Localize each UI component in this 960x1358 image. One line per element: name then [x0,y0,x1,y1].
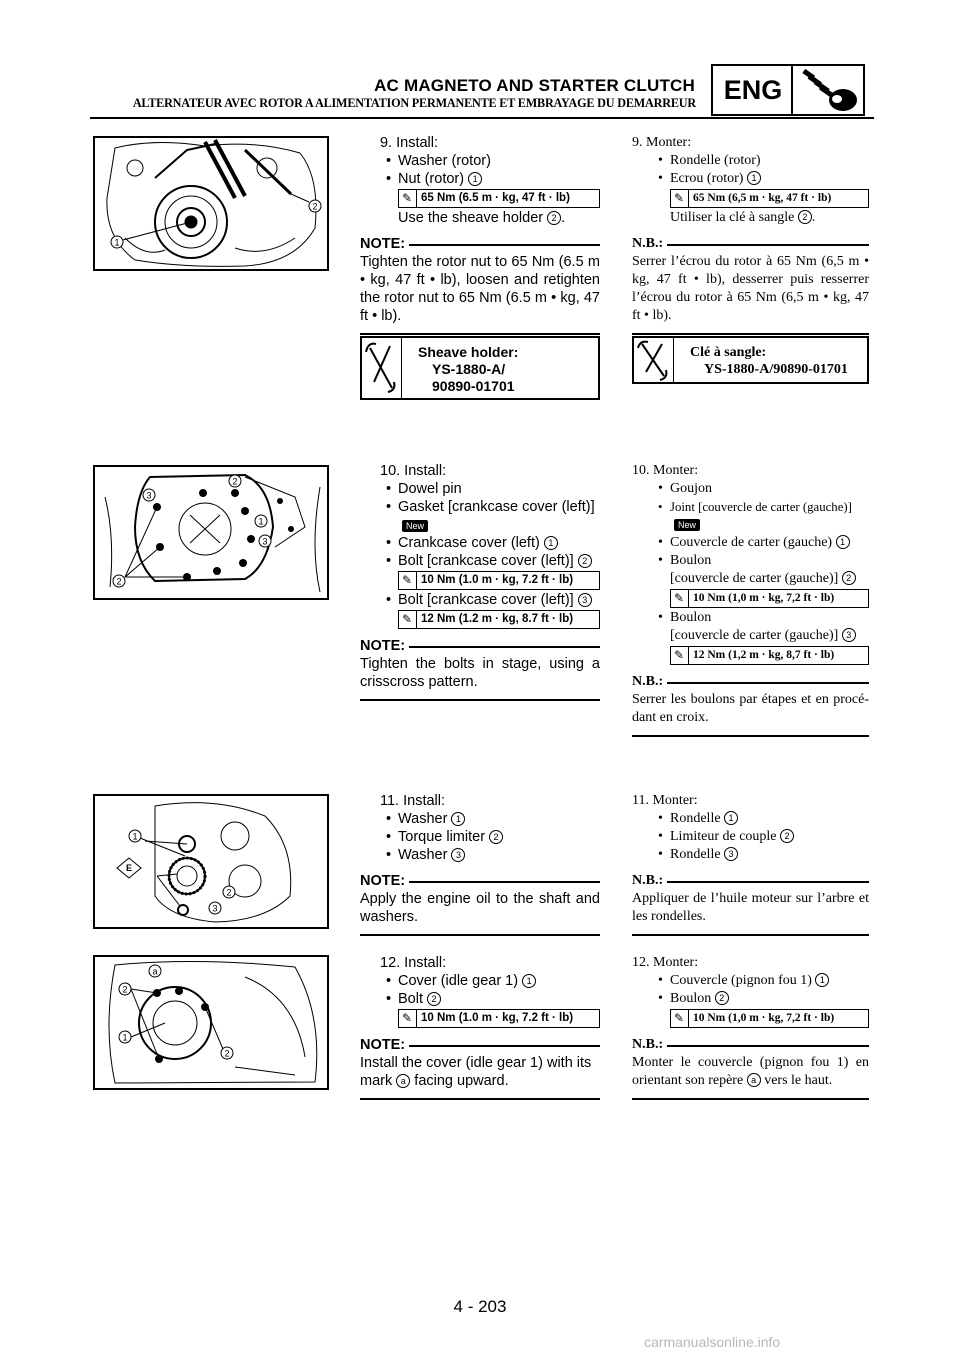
header-rule [90,117,874,119]
step-12-fr-item-1: • Couvercle (pignon fou 1) 1 [632,972,869,990]
step-12-fr-item-2: • Boulon 2 [632,990,869,1008]
step-9-fr-item-2: • Ecrou (rotor) 1 [632,170,869,188]
engine-icon [797,68,861,114]
step-10-fr-item-1: • Goujon [632,480,869,498]
torque-limiter-illustration [95,796,327,927]
callout-3: 3 [146,490,152,501]
rotor-nut-illustration [95,138,327,269]
callout-3: 3 [212,903,218,914]
tool-name: Clé à sangle: YS-1880-A/90890-01701 [690,345,848,377]
torque-spec: ✎ 10 Nm (1,0 m · kg, 7,2 ft · lb) [670,589,869,608]
callout-2: 2 [226,887,232,898]
step-9-fr-after: Utiliser la clé à sangle 2 . [670,210,816,225]
tool-name: Sheave holder: YS-1880-A/ 90890-01701 [418,344,519,394]
note-end-rule [360,934,600,936]
section-subtitle: ALTERNATEUR AVEC ROTOR A ALIMENTATION PERMANENTE ET EMBRAYAGE DU DEMARREUR [132,96,696,110]
note-end-rule [360,333,600,335]
new-part-badge: New [402,520,428,532]
step-9-fr [632,134,869,335]
step-12-en-title: 12. Install: [380,955,447,971]
note-end-rule [632,735,869,737]
note-text: Serrer les boulons par étapes et en procé-dant en croix. [632,692,869,725]
note-text: Tighten the bolts in stage, using a crisscross pattern. [360,656,600,690]
note-header: NOTE: [360,1036,600,1054]
crankcase-cover-illustration [95,467,327,598]
step-12-fr-title: 12. Monter: [632,955,699,970]
step-12-en-item-1: • Cover (idle gear 1) 1 [360,972,600,990]
step-10-fr-title: 10. Monter: [632,463,699,478]
step-11-en [360,792,600,936]
torque-spec: ✎ 65 Nm (6.5 m · kg, 47 ft · lb) [398,189,600,208]
figure-crankcase-cover [93,465,329,600]
torque-spec: ✎ 10 Nm (1.0 m · kg, 7.2 ft · lb) [398,1009,600,1028]
step-11-en-item-1: • Washer 1 [360,810,600,828]
page-number: 4 - 203 [453,1297,507,1316]
step-11-fr-title: 11. Monter: [632,793,698,808]
step-10-fr-item-2: • Joint [couvercle de carter (gauche)] [632,498,869,516]
step-10-en-title: 10. Install: [380,463,447,479]
step-11-fr-item-1: • Rondelle 1 [632,810,869,828]
watermark: carmanualsonline.info [644,1334,781,1350]
step-9-en [360,134,600,335]
step-10-fr-item-5: • Boulon [632,609,869,627]
tool-box-en [360,336,600,400]
step-10-fr [632,462,869,737]
step-10-en-item-1: • Dowel pin [360,480,600,498]
step-11-fr [632,792,869,936]
note-text: Tighten the rotor nut to 65 Nm (6.5 m • kg, 47 ft • lb), loosen and retighten the rotor nut to 65 Nm (6.5 m • kg, 47 ft • lb). [360,254,600,324]
step-9-en-item-2: • Nut (rotor) 1 [360,170,600,188]
step-10-fr-item-4-cont: [couvercle de carter (gauche)] 2 [632,570,869,588]
note-text: Monter le couvercle (pignon fou 1) en orientant son repère a vers le haut. [632,1055,869,1088]
section-title: AC MAGNETO AND STARTER CLUTCH [374,76,695,95]
step-12-fr [632,954,869,1100]
note-end-rule [632,333,869,335]
note-text: Install the cover (idle gear 1) with its mark a facing upward. [360,1055,592,1089]
step-9-en-item-1: • Washer (rotor) [360,152,600,170]
torque-spec: ✎ 12 Nm (1.2 m · kg, 8.7 ft · lb) [398,610,600,629]
step-10-en-item-3: • Crankcase cover (left) 1 [360,534,600,552]
step-11-en-item-2: • Torque limiter 2 [360,828,600,846]
step-11-en-title: 11. Install: [380,793,446,809]
step-11-fr-item-2: • Limiteur de couple 2 [632,828,869,846]
note-header: NOTE: [360,235,600,253]
step-10-en [360,462,600,701]
wrench-icon [362,338,402,398]
engine-tab-divider [791,66,793,114]
step-12-en-item-2: • Bolt 2 [360,990,600,1008]
torque-spec: ✎ 10 Nm (1.0 m · kg, 7.2 ft · lb) [398,571,600,590]
note-text: Serrer l’écrou du rotor à 65 Nm (6,5 m • kg, 47 ft • lb), desserrer puis resserrer l’écrou du rotor à 65 Nm (6,5 m • kg, 47 ft • lb). [632,254,869,323]
step-9-fr-title: 9. Monter: [632,135,692,150]
callout-1: 1 [122,1032,128,1043]
callout-1: 1 [114,237,120,248]
step-12-en [360,954,600,1100]
torque-spec: ✎ 10 Nm (1,0 m · kg, 7,2 ft · lb) [670,1009,869,1028]
step-10-en-item-5: • Bolt [crankcase cover (left)] 3 [360,591,600,609]
step-10-en-item-2: • Gasket [crankcase cover (left)] [360,498,600,516]
callout-a: a [152,966,158,977]
step-11-fr-item-3: • Rondelle 3 [632,846,869,864]
idle-gear-cover-illustration [95,957,327,1088]
callout-3: 3 [262,536,268,547]
note-end-rule [632,1098,869,1100]
callout-2: 2 [224,1048,230,1059]
note-header: NOTE: [360,872,600,890]
callout-2: 2 [116,576,122,587]
note-header: N.B.: [632,235,869,253]
engine-tab [711,64,865,116]
note-text: Apply the engine oil to the shaft and washers. [360,891,600,925]
note-end-rule [360,1098,600,1100]
figure-idle-gear-cover [93,955,329,1090]
callout-2: 2 [122,984,128,995]
note-header: N.B.: [632,872,869,890]
figure-rotor-nut [93,136,329,271]
torque-spec: ✎ 65 Nm (6,5 m · kg, 47 ft · lb) [670,189,869,208]
step-9-fr-item-1: • Rondelle (rotor) [632,152,869,170]
step-11-en-item-3: • Washer 3 [360,846,600,864]
note-end-rule [360,699,600,701]
step-10-fr-item-4: • Boulon [632,552,869,570]
tool-box-fr [632,336,869,384]
callout-2: 2 [232,476,238,487]
note-text: Appliquer de l’huile moteur sur l’arbre et les rondelles. [632,891,869,924]
note-header: NOTE: [360,637,600,655]
engine-oil-mark: E [125,863,133,873]
step-10-fr-item-3: • Couvercle de carter (gauche) 1 [632,534,869,552]
engine-tab-label: ENG [723,75,783,105]
step-10-en-item-4: • Bolt [crankcase cover (left)] 2 [360,552,600,570]
wrench-icon [634,338,674,382]
callout-1: 1 [132,831,138,842]
step-9-en-after: Use the sheave holder 2 . [398,210,566,226]
callout-2: 2 [312,201,318,212]
new-part-badge: New [674,519,700,531]
note-header: N.B.: [632,673,869,691]
note-end-rule [632,934,869,936]
step-10-fr-item-5-cont: [couvercle de carter (gauche)] 3 [632,627,869,645]
note-header: N.B.: [632,1036,869,1054]
callout-1: 1 [258,516,264,527]
figure-torque-limiter [93,794,329,929]
torque-spec: ✎ 12 Nm (1,2 m · kg, 8,7 ft · lb) [670,646,869,665]
step-9-en-title: 9. Install: [380,135,439,151]
